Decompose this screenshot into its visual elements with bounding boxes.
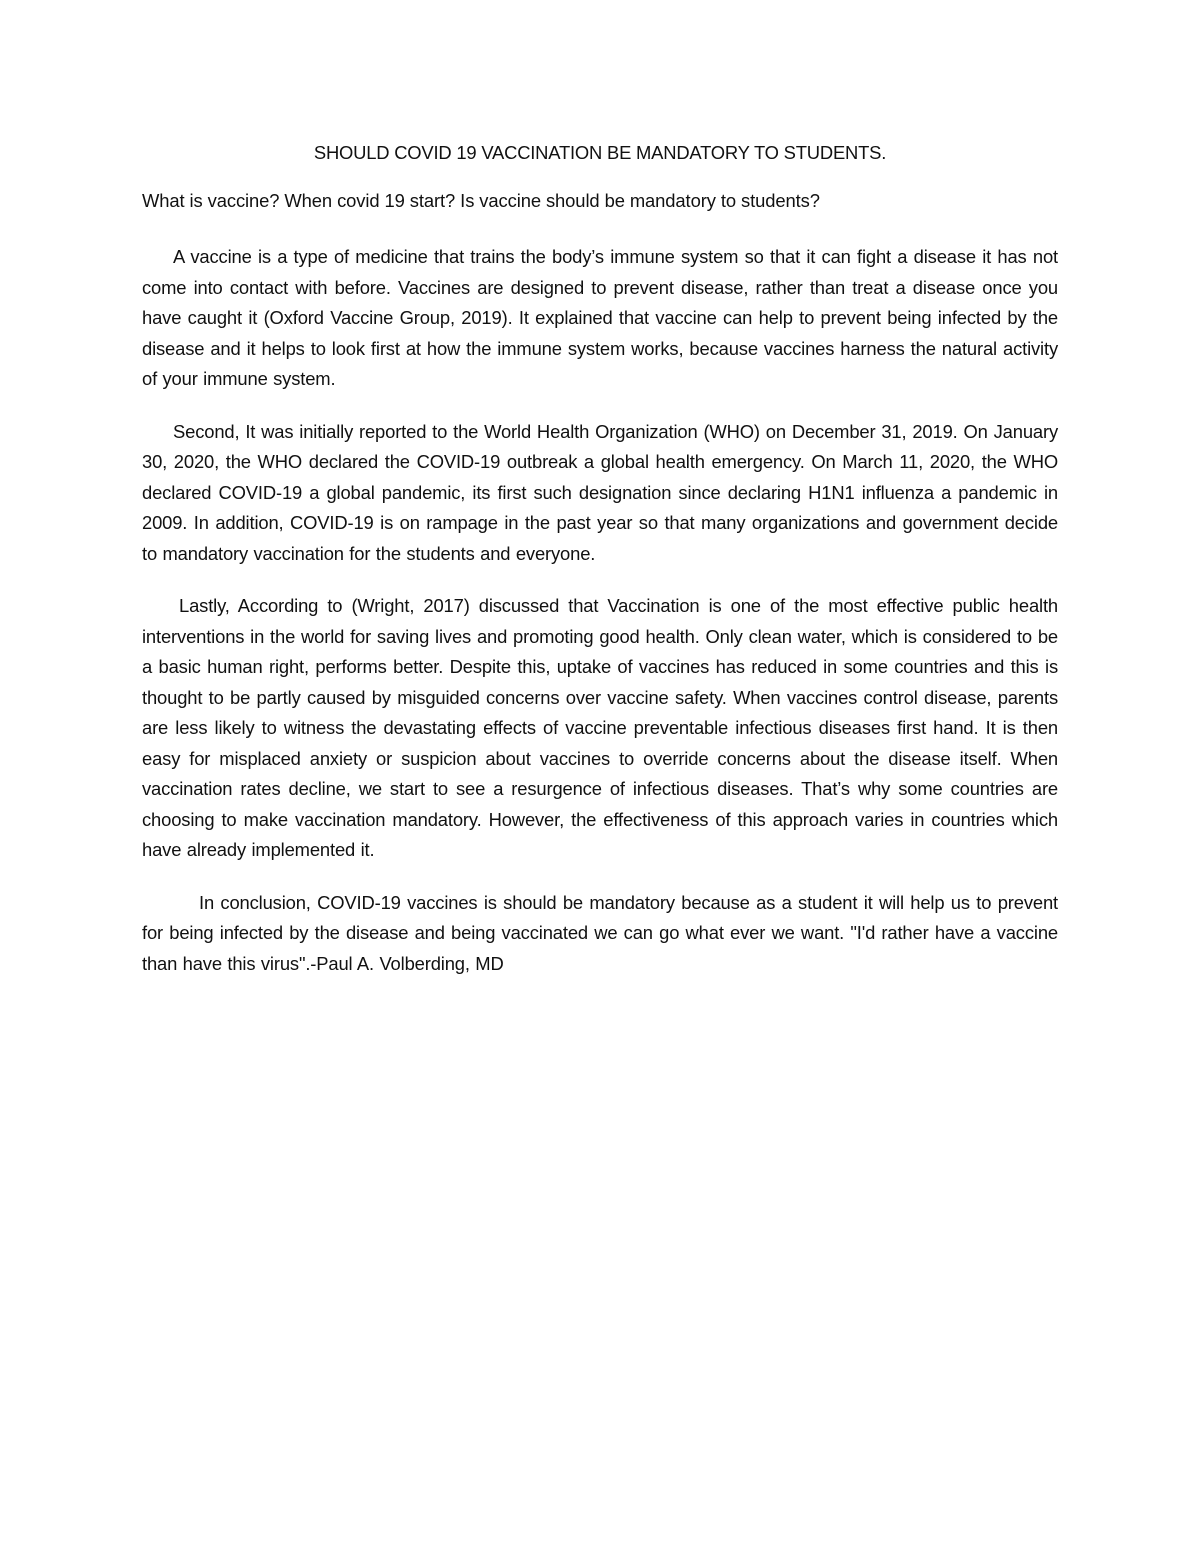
document-title: SHOULD COVID 19 VACCINATION BE MANDATORY TO STUDENTS. bbox=[313, 142, 887, 163]
document-body bbox=[142, 138, 1058, 979]
paragraph-conclusion: In conclusion, COVID-19 vaccines is should be mandatory because as a student it will help us to prevent for being infected by the disease and being vaccinated we can go what ever we want. "I'd rather have a vaccine than have this virus".-Paul A. Volberding, MD bbox=[142, 891, 1058, 974]
paragraph-covid-timeline: Second, It was initially reported to the World Health Organization (WHO) on December 31, 2019. On January 30, 2020, the WHO declared the COVID-19 outbreak a global health emergency. On March 11, 2020, the WHO declared COVID-19 a global pandemic, its first such designation since declaring H1N1 influenza a pandemic in 2009. In addition, COVID-19 is on rampage in the past year so that many organizations and government decide to mandatory vaccination for the students and everyone. bbox=[142, 420, 1058, 564]
paragraph-vaccine-definition: A vaccine is a type of medicine that trains the body’s immune system so that it can fight a disease it has not come into contact with before. Vaccines are designed to prevent disease, rather than treat a disease once you have caught it (Oxford Vaccine Group, 2019). It explained that vaccine can help to prevent being infected by the disease and it helps to look first at how the immune system works, because vaccines harness the natural activity of your immune system. bbox=[142, 246, 1058, 389]
guiding-questions: What is vaccine? When covid 19 start? Is vaccine should be mandatory to students? bbox=[142, 190, 820, 211]
paragraph-vaccination-effectiveness: Lastly, According to (Wright, 2017) discussed that Vaccination is one of the most effective public health interventions in the world for saving lives and promoting good health. Only clean water, which is considered to be a basic human right, performs better. Despite this, uptake of vaccines has reduced in some countries and this is thought to be partly caused by misguided concerns over vaccine safety. When vaccines control disease, parents are less likely to witness the devastating effects of vaccine preventable infectious diseases first hand. It is then easy for misplaced anxiety or suspicion about vaccines to override concerns about the disease itself. When vaccination rates decline, we start to see a resurgence of infectious diseases. That’s why some countries are choosing to make vaccination mandatory. However, the effectiveness of this approach varies in countries which have already implemented it. bbox=[142, 595, 1058, 860]
